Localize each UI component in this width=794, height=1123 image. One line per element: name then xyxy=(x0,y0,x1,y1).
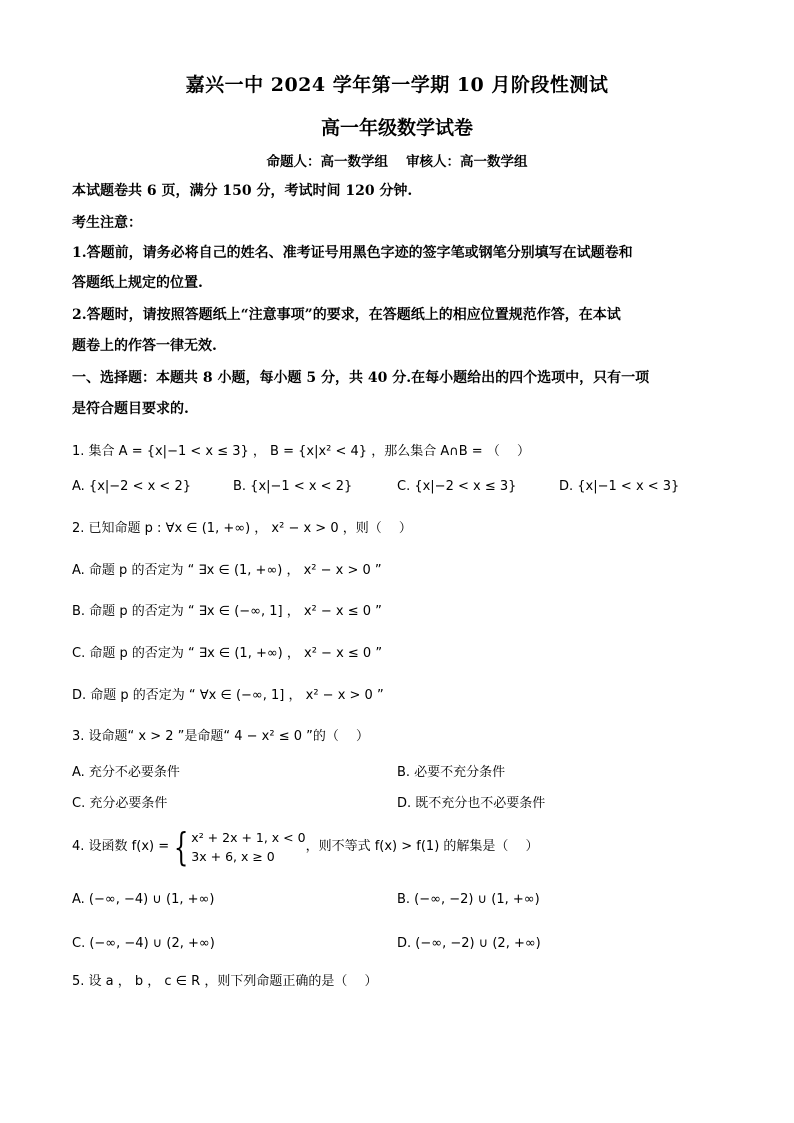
piecewise-cases xyxy=(191,828,305,866)
question-1-option-d: D. {x|−1 < x < 3} xyxy=(559,479,680,494)
question-3-option-d: D. 既不充分也不必要条件 xyxy=(397,796,546,811)
question-4-option-d: D. (−∞, −2) ∪ (2, +∞) xyxy=(397,936,541,951)
notice-title: 考生注意： xyxy=(72,215,142,231)
question-1-stem: 1. 集合 A = {x|−1 < x ≤ 3} ， B = {x|x² < 4} ，那么集合 A∩B = （ ） xyxy=(72,444,530,459)
question-4-option-a: A. (−∞, −4) ∪ (1, +∞) xyxy=(72,892,215,907)
piecewise-case-1: x² + 2x + 1, x < 0 xyxy=(191,830,306,845)
left-brace-icon: { xyxy=(173,825,189,869)
question-4-option-b: B. (−∞, −2) ∪ (1, +∞) xyxy=(397,892,540,907)
exam-subtitle: 高一年级数学试卷 xyxy=(320,117,473,139)
question-4-stem-suffix: ，则不等式 f(x) > f(1) 的解集是（ ） xyxy=(305,839,539,854)
author-line xyxy=(0,150,794,170)
question-1-option-a: A. {x|−2 < x < 2} xyxy=(72,479,191,494)
section-heading-line-2: 是符合题目要求的. xyxy=(72,401,189,417)
question-2-option-a: A. 命题 p 的否定为 “ ∃x ∈ (1, +∞) ， x² − x > 0 ” xyxy=(72,563,382,578)
question-2-option-c: C. 命题 p 的否定为 “ ∃x ∈ (1, +∞) ， x² − x ≤ 0 ” xyxy=(72,646,383,661)
question-5-stem: 5. 设 a ， b ， c ∈ R ，则下列命题正确的是（ ） xyxy=(72,974,378,989)
question-1-option-b: B. {x|−1 < x < 2} xyxy=(233,479,353,494)
notice-item-2-line-1: 2.答题时，请按照答题纸上“注意事项”的要求，在答题纸上的相应位置规范作答，在本试 xyxy=(72,307,621,323)
notice-item-2-line-2: 题卷上的作答一律无效. xyxy=(72,338,217,354)
exam-title: 嘉兴一中 2024 学年第一学期 10 月阶段性测试 xyxy=(185,74,609,96)
question-3-option-b: B. 必要不充分条件 xyxy=(397,765,506,780)
question-2-option-d: D. 命题 p 的否定为 “ ∀x ∈ (−∞, 1] ， x² − x > 0 ” xyxy=(72,688,384,703)
section-heading-line-1: 一、选择题：本题共 8 小题，每小题 5 分，共 40 分.在每小题给出的四个选项中，只有一项 xyxy=(72,370,650,386)
piecewise-case-2: 3x + 6, x ≥ 0 xyxy=(191,849,275,864)
notice-item-1-line-2: 答题纸上规定的位置. xyxy=(72,275,203,291)
question-3-option-a: A. 充分不必要条件 xyxy=(72,765,180,780)
question-2-stem: 2. 已知命题 p : ∀x ∈ (1, +∞) ， x² − x > 0 ，则（ ） xyxy=(72,521,412,536)
question-4-stem xyxy=(72,825,539,869)
question-3-stem: 3. 设命题“ x > 2 ”是命题“ 4 − x² ≤ 0 ”的（ ） xyxy=(72,729,370,744)
reviewer-label: 审核人：高一数学组 xyxy=(406,154,528,170)
question-4-stem-prefix: 4. 设函数 f(x) = xyxy=(72,839,170,854)
exam-info: 本试题卷共 6 页，满分 150 分，考试时间 120 分钟. xyxy=(72,183,413,199)
question-2-option-b: B. 命题 p 的否定为 “ ∃x ∈ (−∞, 1] ， x² − x ≤ 0 ” xyxy=(72,604,382,619)
question-1-option-c: C. {x|−2 < x ≤ 3} xyxy=(397,479,517,494)
question-3-option-c: C. 充分必要条件 xyxy=(72,796,168,811)
author-label: 命题人：高一数学组 xyxy=(266,154,388,170)
notice-item-1-line-1: 1.答题前，请务必将自己的姓名、准考证号用黑色字迹的签字笔或钢笔分别填写在试题卷和 xyxy=(72,245,633,261)
question-4-option-c: C. (−∞, −4) ∪ (2, +∞) xyxy=(72,936,215,951)
